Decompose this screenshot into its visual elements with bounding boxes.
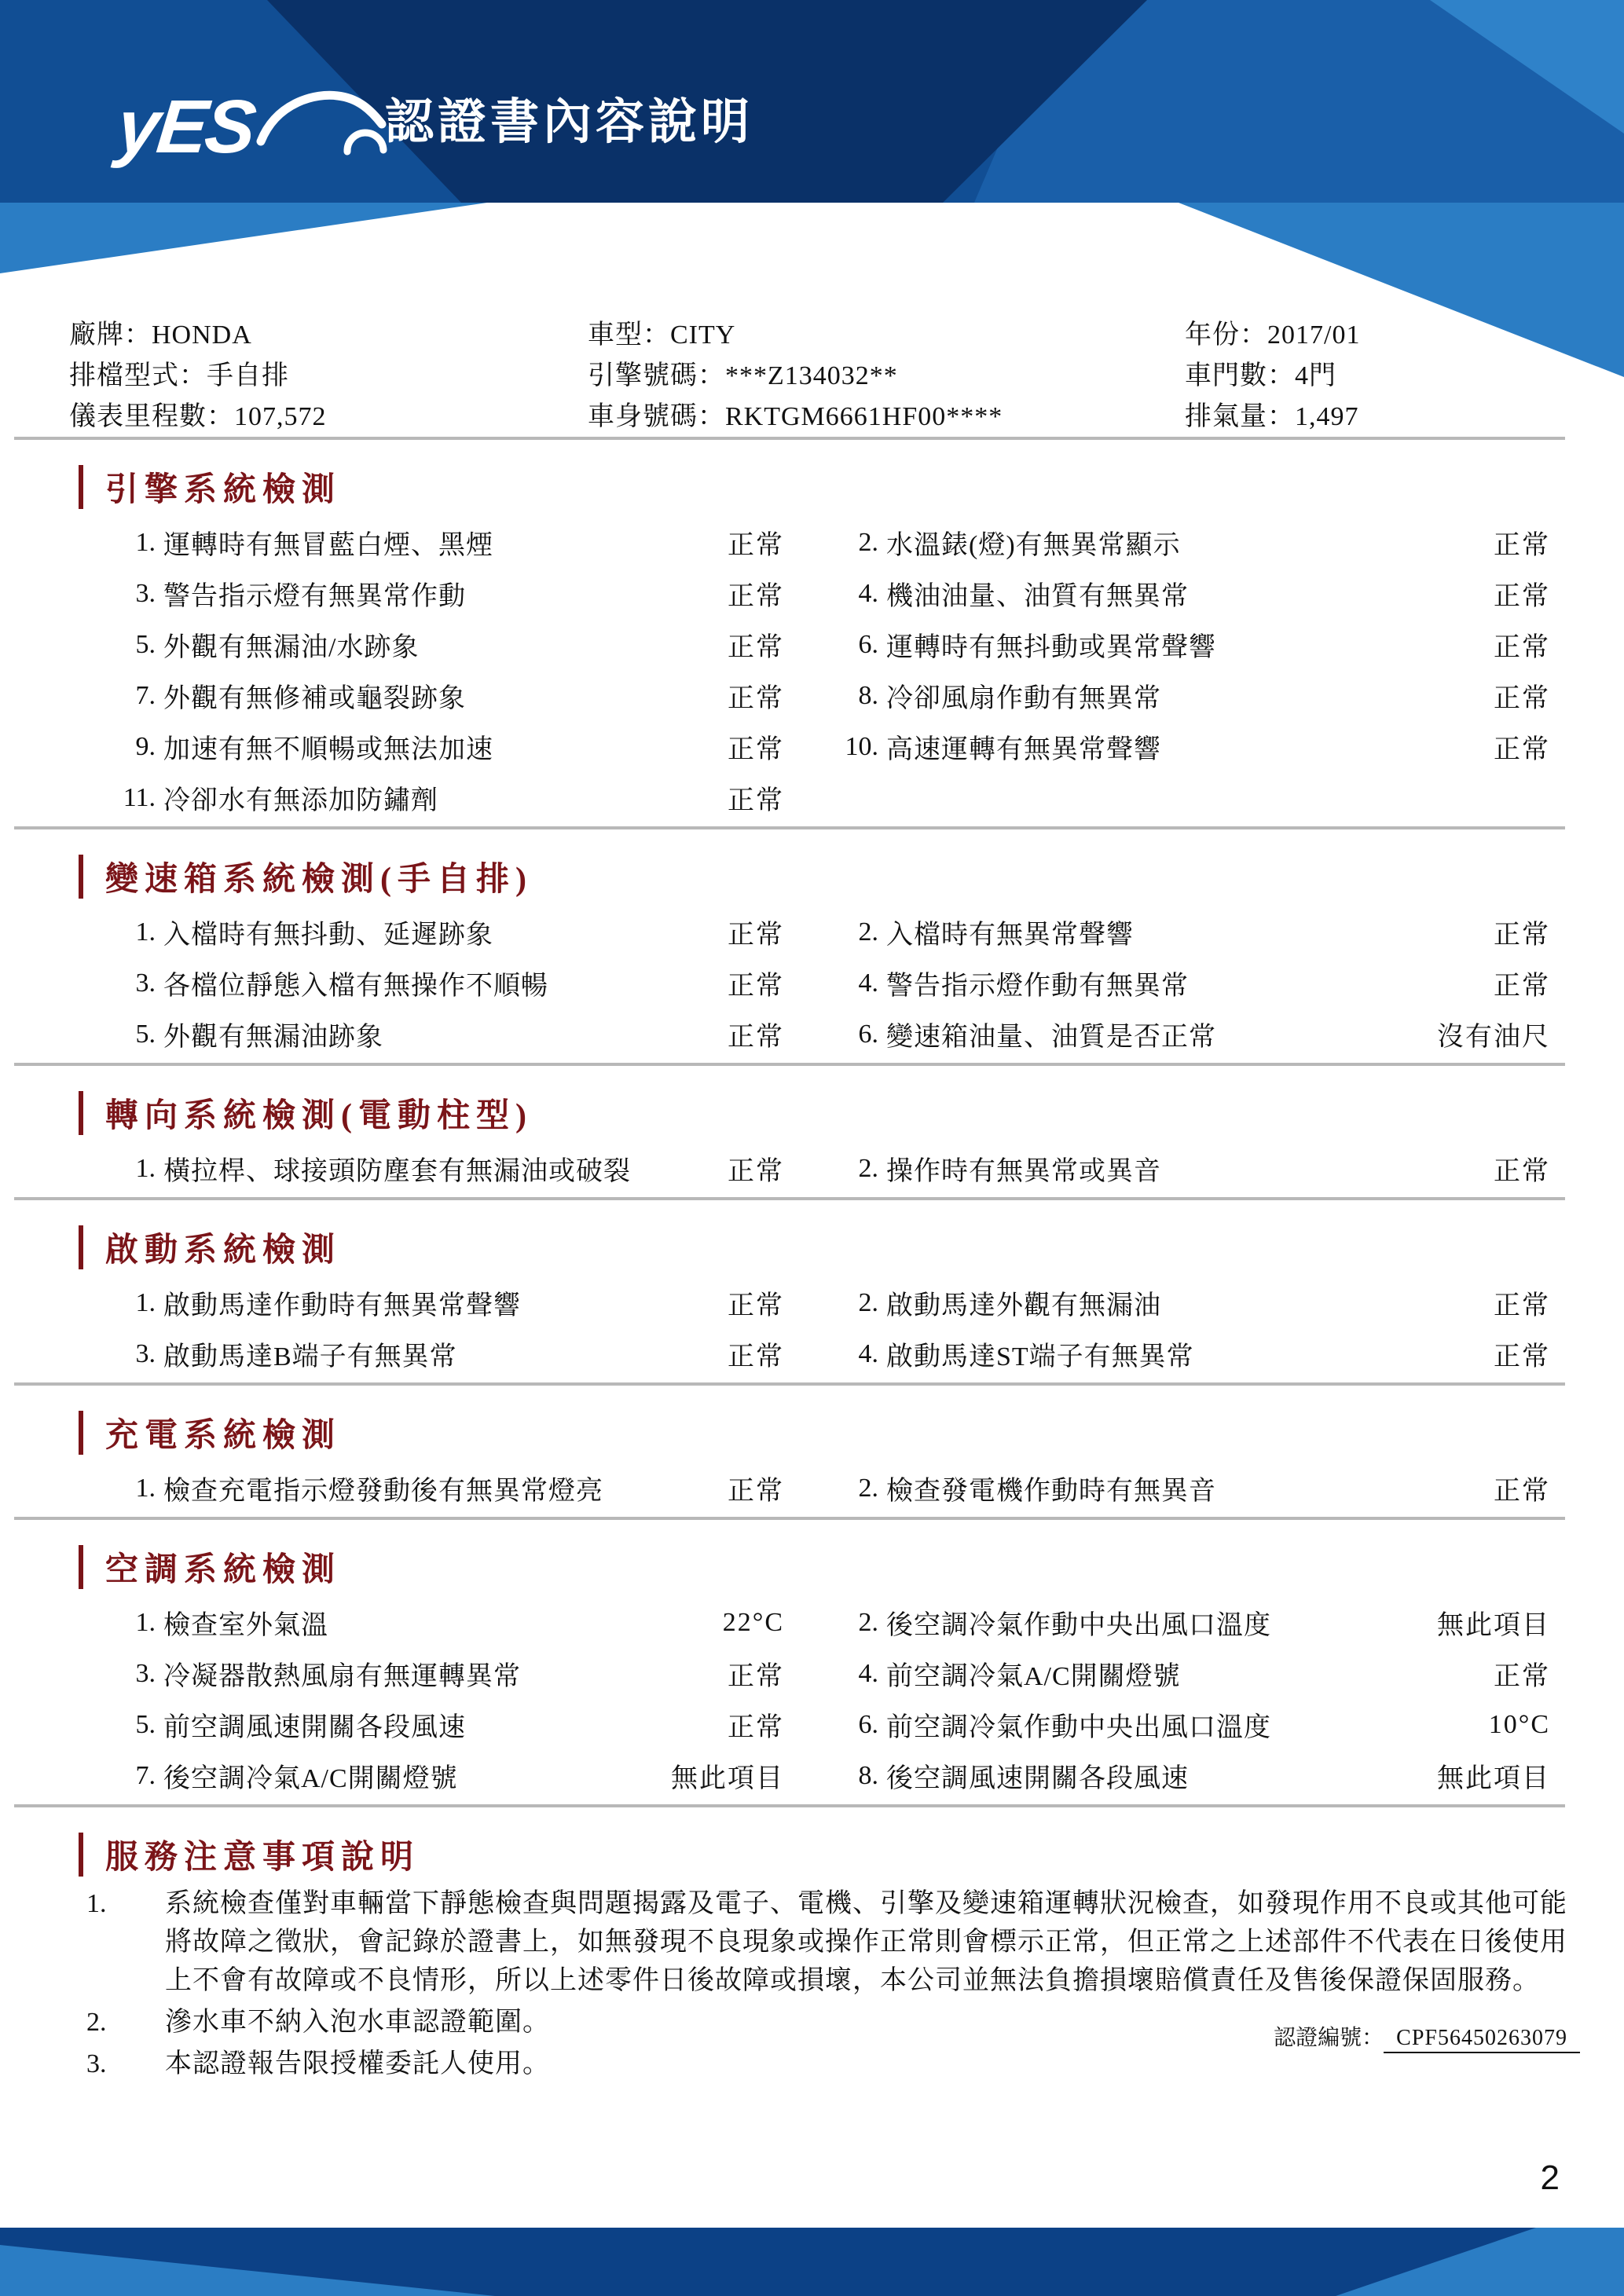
item-number: 2. xyxy=(858,1473,878,1503)
item-number: 7. xyxy=(135,1760,156,1790)
item-result: 正常 xyxy=(1494,921,1550,950)
section-title xyxy=(79,1222,1624,1273)
item-label: 入檔時有無抖動、延遲跡象 xyxy=(163,921,493,950)
inspection-item xyxy=(792,670,1558,721)
item-result: 無此項目 xyxy=(1437,1764,1550,1793)
section-title-text: 引擎系統檢測 xyxy=(105,472,342,508)
service-note xyxy=(69,1884,1624,2000)
item-number: 8. xyxy=(858,1760,878,1790)
item-number: 1. xyxy=(135,1473,156,1503)
info-field: 車門數：4門 xyxy=(1185,361,1336,390)
item-result: 正常 xyxy=(728,735,784,764)
page-number: 2 xyxy=(1540,2159,1560,2197)
info-field: 車型：CITY xyxy=(588,320,736,350)
inspection-item xyxy=(792,568,1558,619)
item-number: 3. xyxy=(135,968,156,998)
item-result: 正常 xyxy=(728,582,784,611)
item-result: 正常 xyxy=(728,1342,784,1371)
certificate-number-value: CPF56450263079 xyxy=(1384,2026,1580,2053)
item-result: 正常 xyxy=(1494,735,1550,764)
info-field: 車身號碼：RKTGM6661HF00**** xyxy=(588,401,1003,431)
item-number: 8. xyxy=(858,680,878,710)
item-label: 水溫錶(燈)有無異常顯示 xyxy=(886,531,1181,560)
section-title-bar xyxy=(79,1545,83,1589)
info-field: 排檔型式：手自排 xyxy=(69,361,289,390)
item-number: 4. xyxy=(858,968,878,998)
inspection-item xyxy=(792,1463,1558,1514)
vehicle-info-grid xyxy=(69,311,1562,434)
inspection-item xyxy=(792,958,1558,1009)
yes-logo-text: yES xyxy=(113,85,258,169)
divider xyxy=(14,437,1565,440)
inspection-sections-host xyxy=(0,462,1624,1807)
inspection-item xyxy=(69,958,792,1009)
item-label: 檢查發電機作動時有無異音 xyxy=(886,1477,1216,1506)
inspection-item xyxy=(69,1328,792,1379)
page-title: 認證書內容說明 xyxy=(385,95,754,149)
page-header xyxy=(0,0,1624,203)
item-number: 5. xyxy=(135,629,156,659)
item-number: 3. xyxy=(135,578,156,608)
inspection-section xyxy=(0,1222,1624,1386)
divider xyxy=(14,1517,1565,1520)
item-result: 正常 xyxy=(728,684,784,713)
item-label: 入檔時有無異常聲響 xyxy=(886,921,1134,950)
inspection-items xyxy=(69,906,1624,1060)
inspection-section xyxy=(0,851,1624,1066)
inspection-items xyxy=(69,1143,1624,1194)
note-text: 本認證報告限授權委託人使用。 xyxy=(165,2049,550,2078)
item-result: 正常 xyxy=(728,1477,784,1506)
inspection-item xyxy=(69,1143,792,1194)
item-label: 外觀有無漏油跡象 xyxy=(163,1023,383,1052)
section-title xyxy=(79,1088,1624,1138)
item-label: 啟動馬達作動時有無異常聲響 xyxy=(163,1291,521,1320)
item-result: 無此項目 xyxy=(671,1764,784,1793)
item-number: 4. xyxy=(858,1338,878,1368)
section-title-bar xyxy=(79,465,83,509)
item-result: 正常 xyxy=(728,1157,784,1186)
inspection-item xyxy=(69,1699,792,1750)
inspection-item xyxy=(69,1009,792,1060)
item-number: 2. xyxy=(858,1607,878,1637)
inspection-item xyxy=(69,1597,792,1648)
item-result: 正常 xyxy=(728,1662,784,1691)
inspection-items xyxy=(69,1463,1624,1514)
certificate-number-label: 認證編號： xyxy=(1274,2026,1384,2050)
item-result: 正常 xyxy=(1494,1157,1550,1186)
inspection-item xyxy=(792,1648,1558,1699)
section-title xyxy=(79,1408,1624,1458)
item-label: 後空調冷氣A/C開關燈號 xyxy=(163,1764,458,1793)
item-result: 正常 xyxy=(1494,1477,1550,1506)
item-number: 7. xyxy=(135,680,156,710)
note-number: 3. xyxy=(86,2049,107,2078)
item-label: 運轉時有無抖動或異常聲響 xyxy=(886,633,1216,662)
inspection-item xyxy=(69,568,792,619)
inspection-item xyxy=(792,1699,1558,1750)
inspection-item xyxy=(69,906,792,958)
inspection-item xyxy=(69,1750,792,1801)
inspection-item xyxy=(69,1648,792,1699)
inspection-item xyxy=(69,1277,792,1328)
section-title-bar xyxy=(79,1411,83,1455)
section-title xyxy=(79,462,1624,512)
item-label: 警告指示燈有無異常作動 xyxy=(163,582,466,611)
footer-background xyxy=(0,2228,1624,2296)
section-title-bar xyxy=(79,1833,83,1877)
section-title-bar xyxy=(79,855,83,899)
item-number: 2. xyxy=(858,1153,878,1183)
inspection-item xyxy=(792,1750,1558,1801)
inspection-item xyxy=(792,619,1558,670)
inspection-item xyxy=(792,1277,1558,1328)
item-label: 橫拉桿、球接頭防塵套有無漏油或破裂 xyxy=(163,1157,631,1186)
item-number: 6. xyxy=(858,1019,878,1049)
certificate-number-line xyxy=(1274,2020,1580,2052)
inspection-item xyxy=(792,906,1558,958)
inspection-section xyxy=(0,1408,1624,1520)
item-label: 變速箱油量、油質是否正常 xyxy=(886,1023,1216,1052)
item-result: 正常 xyxy=(728,921,784,950)
section-title-text: 空調系統檢測 xyxy=(105,1552,342,1588)
content xyxy=(0,311,1624,2083)
divider xyxy=(14,1382,1565,1386)
item-number: 2. xyxy=(858,1287,878,1317)
info-field: 儀表里程數：107,572 xyxy=(69,401,327,431)
item-result: 正常 xyxy=(728,1291,784,1320)
item-label: 警告指示燈作動有無異常 xyxy=(886,972,1189,1001)
note-number: 2. xyxy=(86,2008,107,2037)
item-number: 6. xyxy=(858,629,878,659)
inspection-item xyxy=(792,1143,1558,1194)
item-result: 正常 xyxy=(1494,684,1550,713)
inspection-item xyxy=(69,619,792,670)
info-field: 年份：2017/01 xyxy=(1185,320,1361,350)
divider xyxy=(14,1197,1565,1200)
item-label: 後空調風速開關各段風速 xyxy=(886,1764,1189,1793)
item-number: 5. xyxy=(135,1019,156,1049)
info-field: 引擎號碼：***Z134032** xyxy=(588,361,898,390)
inspection-item xyxy=(69,772,792,823)
item-label: 前空調冷氣作動中央出風口溫度 xyxy=(886,1713,1271,1742)
item-number: 4. xyxy=(858,1658,878,1688)
inspection-item xyxy=(792,1597,1558,1648)
note-number: 1. xyxy=(86,1889,107,1918)
item-result: 正常 xyxy=(1494,1342,1550,1371)
inspection-section xyxy=(0,462,1624,829)
yes-logo xyxy=(113,75,390,169)
item-label: 運轉時有無冒藍白煙、黑煙 xyxy=(163,531,493,560)
item-result: 正常 xyxy=(728,531,784,560)
section-title xyxy=(79,851,1624,902)
section-title-bar xyxy=(79,1091,83,1135)
item-number: 1. xyxy=(135,527,156,557)
item-number: 2. xyxy=(858,917,878,947)
item-label: 前空調冷氣A/C開關燈號 xyxy=(886,1662,1181,1691)
item-number: 3. xyxy=(135,1658,156,1688)
info-field: 廠牌：HONDA xyxy=(69,320,252,350)
inspection-item xyxy=(792,1009,1558,1060)
item-label: 檢查充電指示燈發動後有無異常燈亮 xyxy=(163,1477,603,1506)
item-number: 6. xyxy=(858,1709,878,1739)
car-outline-icon xyxy=(256,75,390,162)
item-label: 冷卻風扇作動有無異常 xyxy=(886,684,1161,713)
item-label: 啟動馬達外觀有無漏油 xyxy=(886,1291,1161,1320)
item-number: 2. xyxy=(858,527,878,557)
item-result: 22°C xyxy=(722,1607,784,1637)
section-title-text: 充電系統檢測 xyxy=(105,1418,342,1454)
item-label: 啟動馬達B端子有無異常 xyxy=(163,1342,457,1371)
item-label: 外觀有無修補或龜裂跡象 xyxy=(163,684,466,713)
item-label: 各檔位靜態入檔有無操作不順暢 xyxy=(163,972,548,1001)
item-result: 正常 xyxy=(728,786,784,815)
inspection-item xyxy=(792,1328,1558,1379)
item-label: 檢查室外氣溫 xyxy=(163,1611,328,1640)
item-label: 啟動馬達ST端子有無異常 xyxy=(886,1342,1194,1371)
section-title-text: 轉向系統檢測(電動柱型) xyxy=(105,1098,533,1134)
item-result: 沒有油尺 xyxy=(1437,1023,1550,1052)
inspection-items xyxy=(69,517,1624,823)
item-label: 加速有無不順暢或無法加速 xyxy=(163,735,493,764)
section-title-text: 服務注意事項說明 xyxy=(105,1840,420,1876)
item-result: 無此項目 xyxy=(1437,1611,1550,1640)
item-label: 機油油量、油質有無異常 xyxy=(886,582,1189,611)
item-label: 高速運轉有無異常聲響 xyxy=(886,735,1161,764)
service-notes xyxy=(69,1884,1624,2083)
item-label: 操作時有無異常或異音 xyxy=(886,1157,1161,1186)
item-result: 正常 xyxy=(1494,1662,1550,1691)
item-result: 正常 xyxy=(728,633,784,662)
inspection-item xyxy=(792,721,1558,772)
item-result: 正常 xyxy=(1494,1291,1550,1320)
item-number: 1. xyxy=(135,1607,156,1637)
inspection-section xyxy=(0,1542,1624,1807)
item-number: 1. xyxy=(135,1287,156,1317)
section-title-text: 啟動系統檢測 xyxy=(105,1232,342,1269)
item-result: 10°C xyxy=(1488,1709,1550,1739)
divider xyxy=(14,1063,1565,1066)
section-title xyxy=(79,1829,1624,1880)
section-title-bar xyxy=(79,1225,83,1269)
inspection-item xyxy=(69,1463,792,1514)
item-label: 前空調風速開關各段風速 xyxy=(163,1713,466,1742)
item-number: 1. xyxy=(135,917,156,947)
info-field: 排氣量：1,497 xyxy=(1185,401,1359,431)
item-result: 正常 xyxy=(728,1713,784,1742)
item-number: 9. xyxy=(135,731,156,761)
divider xyxy=(14,1804,1565,1807)
inspection-items xyxy=(69,1597,1624,1801)
inspection-items xyxy=(69,1277,1624,1379)
inspection-item xyxy=(69,721,792,772)
note-text: 系統檢查僅對車輛當下靜態檢查與問題揭露及電子、電機、引擎及變速箱運轉狀況檢查，如發現作用不良或其他可能將故障之徵狀，會記錄於證書上，如無發現不良現象或操作正常則會標示正常，但正常之上述部件不代表在日後使用上不會有故障或不良情形，所以上述零件日後故障或損壞，本公司並無法負擔損壞賠償責任及售後保證保固服務。 xyxy=(165,1889,1567,1995)
item-label: 後空調冷氣作動中央出風口溫度 xyxy=(886,1611,1271,1640)
section-title xyxy=(79,1542,1624,1592)
divider xyxy=(14,826,1565,829)
item-number: 10. xyxy=(845,731,878,761)
item-result: 正常 xyxy=(1494,633,1550,662)
note-text: 滲水車不納入泡水車認證範圍。 xyxy=(165,2008,550,2037)
inspection-item xyxy=(792,517,1558,568)
item-number: 3. xyxy=(135,1338,156,1368)
inspection-item xyxy=(69,670,792,721)
section-title-text: 變速箱系統檢測(手自排) xyxy=(105,862,533,898)
item-result: 正常 xyxy=(1494,972,1550,1001)
item-number: 11. xyxy=(123,782,156,812)
item-result: 正常 xyxy=(728,1023,784,1052)
item-result: 正常 xyxy=(1494,582,1550,611)
item-number: 4. xyxy=(858,578,878,608)
item-label: 外觀有無漏油/水跡象 xyxy=(163,633,420,662)
item-number: 1. xyxy=(135,1153,156,1183)
inspection-item xyxy=(69,517,792,568)
item-label: 冷卻水有無添加防鏽劑 xyxy=(163,786,438,815)
inspection-section xyxy=(0,1088,1624,1200)
item-label: 冷凝器散熱風扇有無運轉異常 xyxy=(163,1662,521,1691)
item-number: 5. xyxy=(135,1709,156,1739)
item-result: 正常 xyxy=(728,972,784,1001)
item-result: 正常 xyxy=(1494,531,1550,560)
